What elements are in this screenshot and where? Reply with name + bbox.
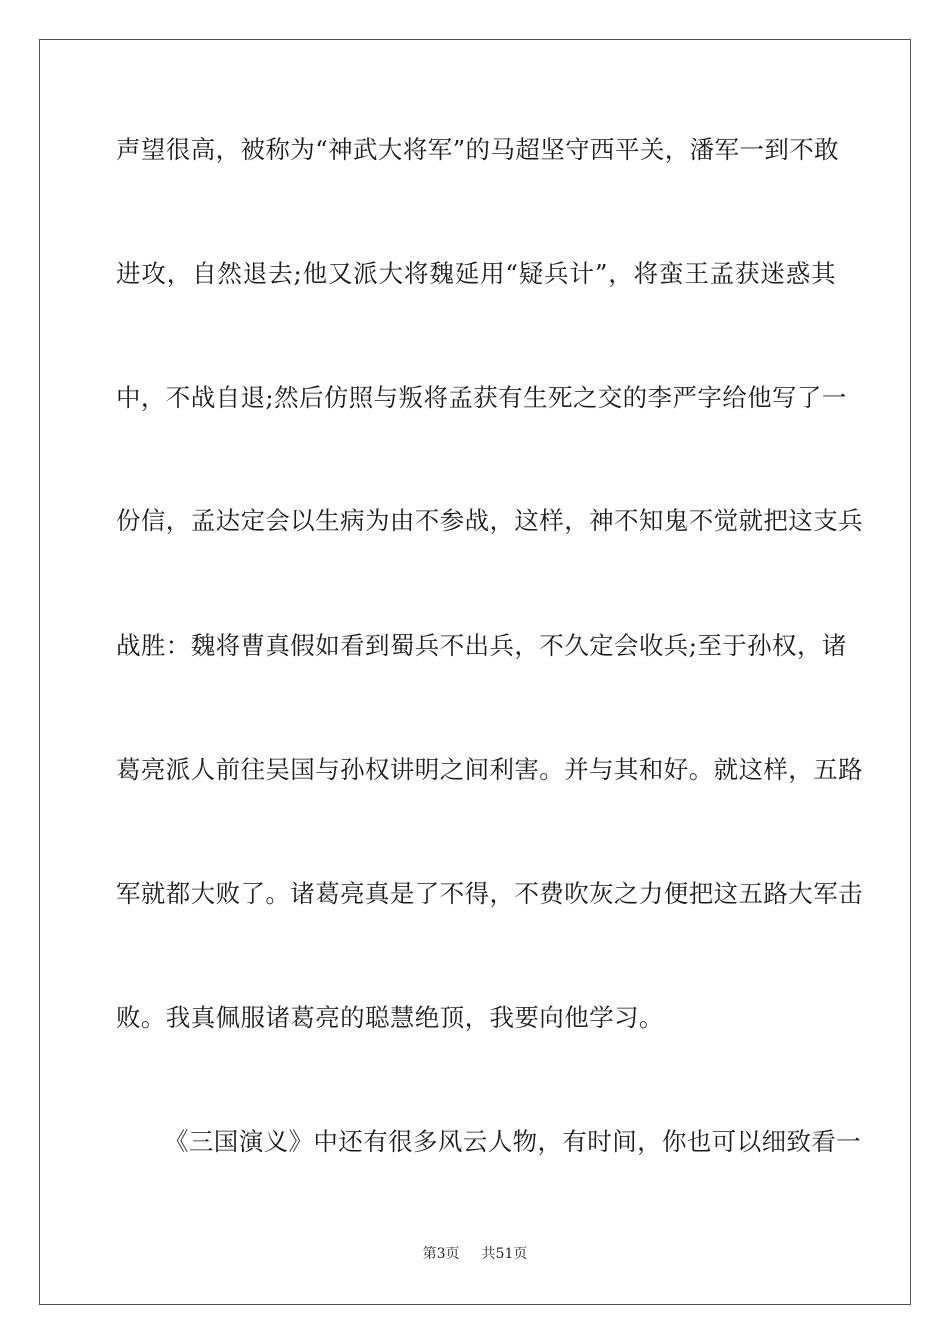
page-frame: [39, 39, 911, 1305]
body-line-5: 战胜：魏将曹真假如看到蜀兵不出兵，不久定会收兵;至于孙权，诸: [116, 631, 847, 660]
body-line-8: 败。我真佩服诸葛亮的聪慧绝顶，我要向他学习。: [116, 1003, 664, 1032]
body-line-9: 《三国演义》中还有很多风云人物，有时间，你也可以细致看一: [164, 1127, 862, 1156]
page-number: 第3页: [422, 1246, 460, 1262]
page-footer: [0, 1244, 950, 1264]
page-total: 共51页: [481, 1246, 528, 1262]
body-line-1: 声望很高，被称为“神武大将军”的马超坚守西平关，潘军一到不敢: [116, 135, 840, 164]
body-line-4: 份信，孟达定会以生病为由不参战，这样，神不知鬼不觉就把这支兵: [116, 506, 863, 535]
body-line-2: 进攻，自然退去;他又派大将魏延用“疑兵计”，将蛮王孟获迷惑其: [116, 259, 836, 288]
body-line-3: 中，不战自退;然后仿照与叛将孟获有生死之交的李严字给他写了一: [116, 383, 847, 412]
body-line-6: 葛亮派人前往吴国与孙权讲明之间利害。并与其和好。就这样，五路: [116, 755, 863, 784]
body-line-7: 军就都大败了。诸葛亮真是了不得，不费吹灰之力便把这五路大军击: [116, 879, 863, 908]
